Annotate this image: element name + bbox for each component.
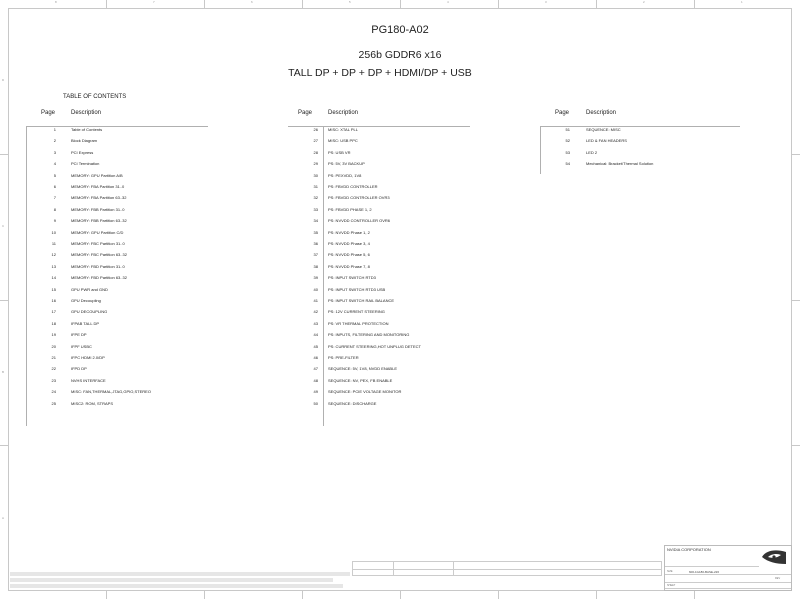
toc-description: PS: INPUT SWITCH RAIL BALANCE <box>328 298 395 303</box>
toc-page-number: 23 <box>51 377 56 383</box>
toc-description: MISC: FAN,THERMAL,JTAG,GPIO,STEREO <box>71 389 151 395</box>
revision-block <box>352 561 662 576</box>
toc-description: LED & FAN HEADERS <box>586 138 627 144</box>
column-header-page: Page <box>41 110 56 116</box>
toc-page-number: 33 <box>313 206 318 212</box>
zone-ruler-top <box>8 0 792 8</box>
toc-page-number: 4 <box>53 161 56 167</box>
toc-description: MEMORY: FBC Partition 31..0 <box>71 241 125 246</box>
toc-page-number: 16 <box>51 298 56 303</box>
toc-description: SEQUENCE: PCIE VOLTAGE MONITOR <box>328 389 402 395</box>
toc-description: IFPAB TALL DP <box>71 320 100 326</box>
toc-page-number: 25 <box>51 400 56 406</box>
toc-description: PS: 5V, 3V BACKUP <box>328 161 365 167</box>
toc-description: SEQUENCE: MISC <box>586 127 621 132</box>
toc-page-number: 38 <box>313 263 318 269</box>
toc-page-number: 3 <box>53 149 56 155</box>
toc-description: LED 2 <box>586 149 598 155</box>
toc-page-number: 41 <box>313 298 318 303</box>
toc-page-number: 24 <box>51 389 56 395</box>
toc-description: PS: INPUT SWITCH RTD3 USB <box>328 286 386 292</box>
display-config: TALL DP + DP + DP + HDMI/DP + USB <box>288 67 472 79</box>
toc-page-number: 15 <box>51 286 56 292</box>
toc-page-number: 20 <box>51 343 56 349</box>
toc-page-number: 27 <box>313 138 318 144</box>
toc-description: PS: FBVDD CONTROLLER <box>328 184 378 189</box>
toc-description: GPU DECOUPLING <box>71 309 108 315</box>
toc-description: PS: PRE-FILTER <box>328 355 359 360</box>
toc-description: SEQUENCE: 5V, 1V8, NVDD ENABLE <box>328 366 397 372</box>
toc-page-number: 21 <box>51 355 56 360</box>
toc-page-number: 22 <box>51 366 56 372</box>
size-label: SIZE <box>667 570 673 573</box>
toc-page-number: 37 <box>313 252 318 258</box>
toc-description: MEMORY: FBA Partition 31..0 <box>71 184 125 189</box>
toc-page-number: 17 <box>51 309 56 315</box>
toc-description: MEMORY: FBD Partition 31..0 <box>71 263 125 269</box>
toc-page-number: 43 <box>313 320 318 326</box>
toc-description: MEMORY: FBB Partition 63..32 <box>71 218 127 224</box>
toc-page-number: 12 <box>51 252 56 258</box>
toc-description: MEMORY: FBD Partition 63..32 <box>71 275 127 281</box>
toc-page-number: 50 <box>313 400 318 406</box>
toc-description: Mechanical: Bracket/Thermal Solution <box>586 161 654 167</box>
toc-page-number: 44 <box>313 332 318 338</box>
toc-description: SEQUENCE: DISCHARGE <box>328 400 377 406</box>
toc-page-number: 14 <box>51 275 56 281</box>
toc-description: MISC: USB PPC <box>328 138 358 144</box>
zone-number: 8 <box>55 0 57 4</box>
toc-description: MISC: XTAL PLL <box>328 127 359 132</box>
toc-description: IFPC HDMI 2.0/DP <box>71 355 105 360</box>
column-header-description: Description <box>328 110 359 116</box>
zone-ruler-left <box>0 8 8 591</box>
zone-number: 1 <box>741 0 743 4</box>
toc-page-number: 45 <box>313 343 318 349</box>
toc-page-number: 9 <box>53 218 56 224</box>
document-number: 600-1G180-BASE-226 <box>689 570 720 574</box>
zone-number: 7 <box>153 0 155 4</box>
column-header-page: Page <box>555 110 570 116</box>
toc-description: Table of Contents <box>71 127 103 132</box>
toc-page-number: 53 <box>565 149 570 155</box>
toc-page-number: 7 <box>53 195 56 201</box>
toc-page-number: 28 <box>313 149 318 155</box>
zone-letter: A <box>2 516 5 520</box>
toc-page-number: 32 <box>313 195 318 201</box>
toc-description: PCI Express <box>71 149 94 155</box>
toc-page-number: 49 <box>313 389 318 395</box>
toc-description: PS: 12V CURRENT STEERING <box>328 309 385 315</box>
zone-ruler-right <box>792 8 800 591</box>
toc-heading: TABLE OF CONTENTS <box>63 94 127 100</box>
toc-description: PS: NVVDD Phase 1, 2 <box>328 229 370 235</box>
toc-page-number: 11 <box>51 241 56 246</box>
column-divider <box>323 126 324 426</box>
toc-description: MEMORY: GPU Partition A/B <box>71 172 123 178</box>
toc-page-number: 2 <box>53 138 56 144</box>
nvidia-logo-icon <box>760 547 790 567</box>
toc-page-number: 34 <box>313 218 318 224</box>
toc-page-number: 1 <box>53 127 56 132</box>
toc-description: IFPD DP <box>71 366 87 372</box>
toc-description: MEMORY: FBB Partition 31..0 <box>71 206 125 212</box>
zone-number: 2 <box>643 0 645 4</box>
zone-letter: C <box>2 224 5 228</box>
header-rule <box>540 126 740 127</box>
toc-page-number: 54 <box>565 161 570 167</box>
toc-description: MEMORY: GPU Partition C/D <box>71 229 124 235</box>
toc-page-number: 39 <box>313 275 318 281</box>
toc-description: PS: INPUTS, FILTERING AND MONITORING <box>328 332 410 338</box>
toc-page-number: 48 <box>313 377 318 383</box>
toc-page-number: 18 <box>51 320 56 326</box>
sheet-label: SHEET <box>667 584 676 587</box>
toc-page-number: 10 <box>51 229 56 235</box>
toc-description: NVHS INTERFACE <box>71 377 106 383</box>
toc-description: MEMORY: FBA Partition 63..32 <box>71 195 127 201</box>
toc-description: PS: FBVDD CONTROLLER OVR3 <box>328 195 390 201</box>
zone-number: 5 <box>349 0 351 4</box>
toc-page-number: 13 <box>51 263 56 269</box>
toc-page-number: 40 <box>313 286 318 292</box>
toc-page-number: 6 <box>53 184 56 189</box>
toc-page-number: 8 <box>53 206 56 212</box>
toc-description: PS: PEXVDD, 1V8 <box>328 172 362 178</box>
toc-page-number: 42 <box>313 309 318 315</box>
toc-description: IFPF USBC <box>71 343 92 349</box>
toc-description: PS: USB VR <box>328 149 351 155</box>
zone-number: 4 <box>447 0 449 4</box>
toc-page-number: 36 <box>313 241 318 246</box>
toc-page-number: 5 <box>53 172 56 178</box>
toc-page-number: 51 <box>565 127 570 132</box>
toc-description: PS: FBVDD PHASE 1, 2 <box>328 206 372 212</box>
revision-label: REV <box>775 577 781 580</box>
toc-description: PS: NVVDD CONTROLLER OVR6 <box>328 218 391 224</box>
toc-description: GPU PWR and GND <box>71 286 108 292</box>
toc-description: IFPE DP <box>71 332 87 338</box>
zone-letter: B <box>2 370 5 374</box>
toc-page-number: 29 <box>313 161 318 167</box>
toc-page-number: 30 <box>313 172 318 178</box>
toc-page-number: 46 <box>313 355 318 360</box>
toc-description: GPU Decoupling <box>71 298 101 303</box>
toc-description: PS: CURRENT STEERING,HOT UNPLUG DETECT <box>328 343 421 349</box>
toc-page-number: 47 <box>313 366 318 372</box>
legal-notes <box>10 572 350 588</box>
column-header-page: Page <box>298 110 313 116</box>
toc-description: PS: NVVDD Phase 5, 6 <box>328 252 370 258</box>
toc-description: PS: VR THERMAL PROTECTION <box>328 320 389 326</box>
toc-description: PS: NVVDD Phase 3, 4 <box>328 241 370 246</box>
column-header-description: Description <box>71 110 102 116</box>
toc-description: PCI Termination <box>71 161 100 167</box>
zone-letter: D <box>2 78 5 82</box>
toc-page-number: 26 <box>313 127 318 132</box>
toc-page-number: 52 <box>565 138 570 144</box>
memory-config: 256b GDDR6 x16 <box>358 49 442 61</box>
toc-description: SEQUENCE: NV, PEX, FB ENABLE <box>328 377 393 383</box>
toc-description: PS: INPUT SWITCH RTD3 <box>328 275 376 281</box>
toc-description: MISC2: ROM, STRAPS <box>71 400 114 406</box>
zone-number: 6 <box>251 0 253 4</box>
toc-description: MEMORY: FBC Partition 63..32 <box>71 252 127 258</box>
toc-page-number: 19 <box>51 332 56 338</box>
zone-number: 3 <box>545 0 547 4</box>
toc-description: Block Diagram <box>71 138 98 144</box>
document-title: PG180-A02 <box>371 24 429 36</box>
column-header-description: Description <box>586 110 617 116</box>
toc-page-number: 35 <box>313 229 318 235</box>
toc-page-number: 31 <box>313 184 318 189</box>
company-name: NVIDIA CORPORATION <box>667 547 711 552</box>
zone-ruler-bottom <box>8 591 792 599</box>
toc-description: PS: NVVDD Phase 7, 8 <box>328 263 370 269</box>
